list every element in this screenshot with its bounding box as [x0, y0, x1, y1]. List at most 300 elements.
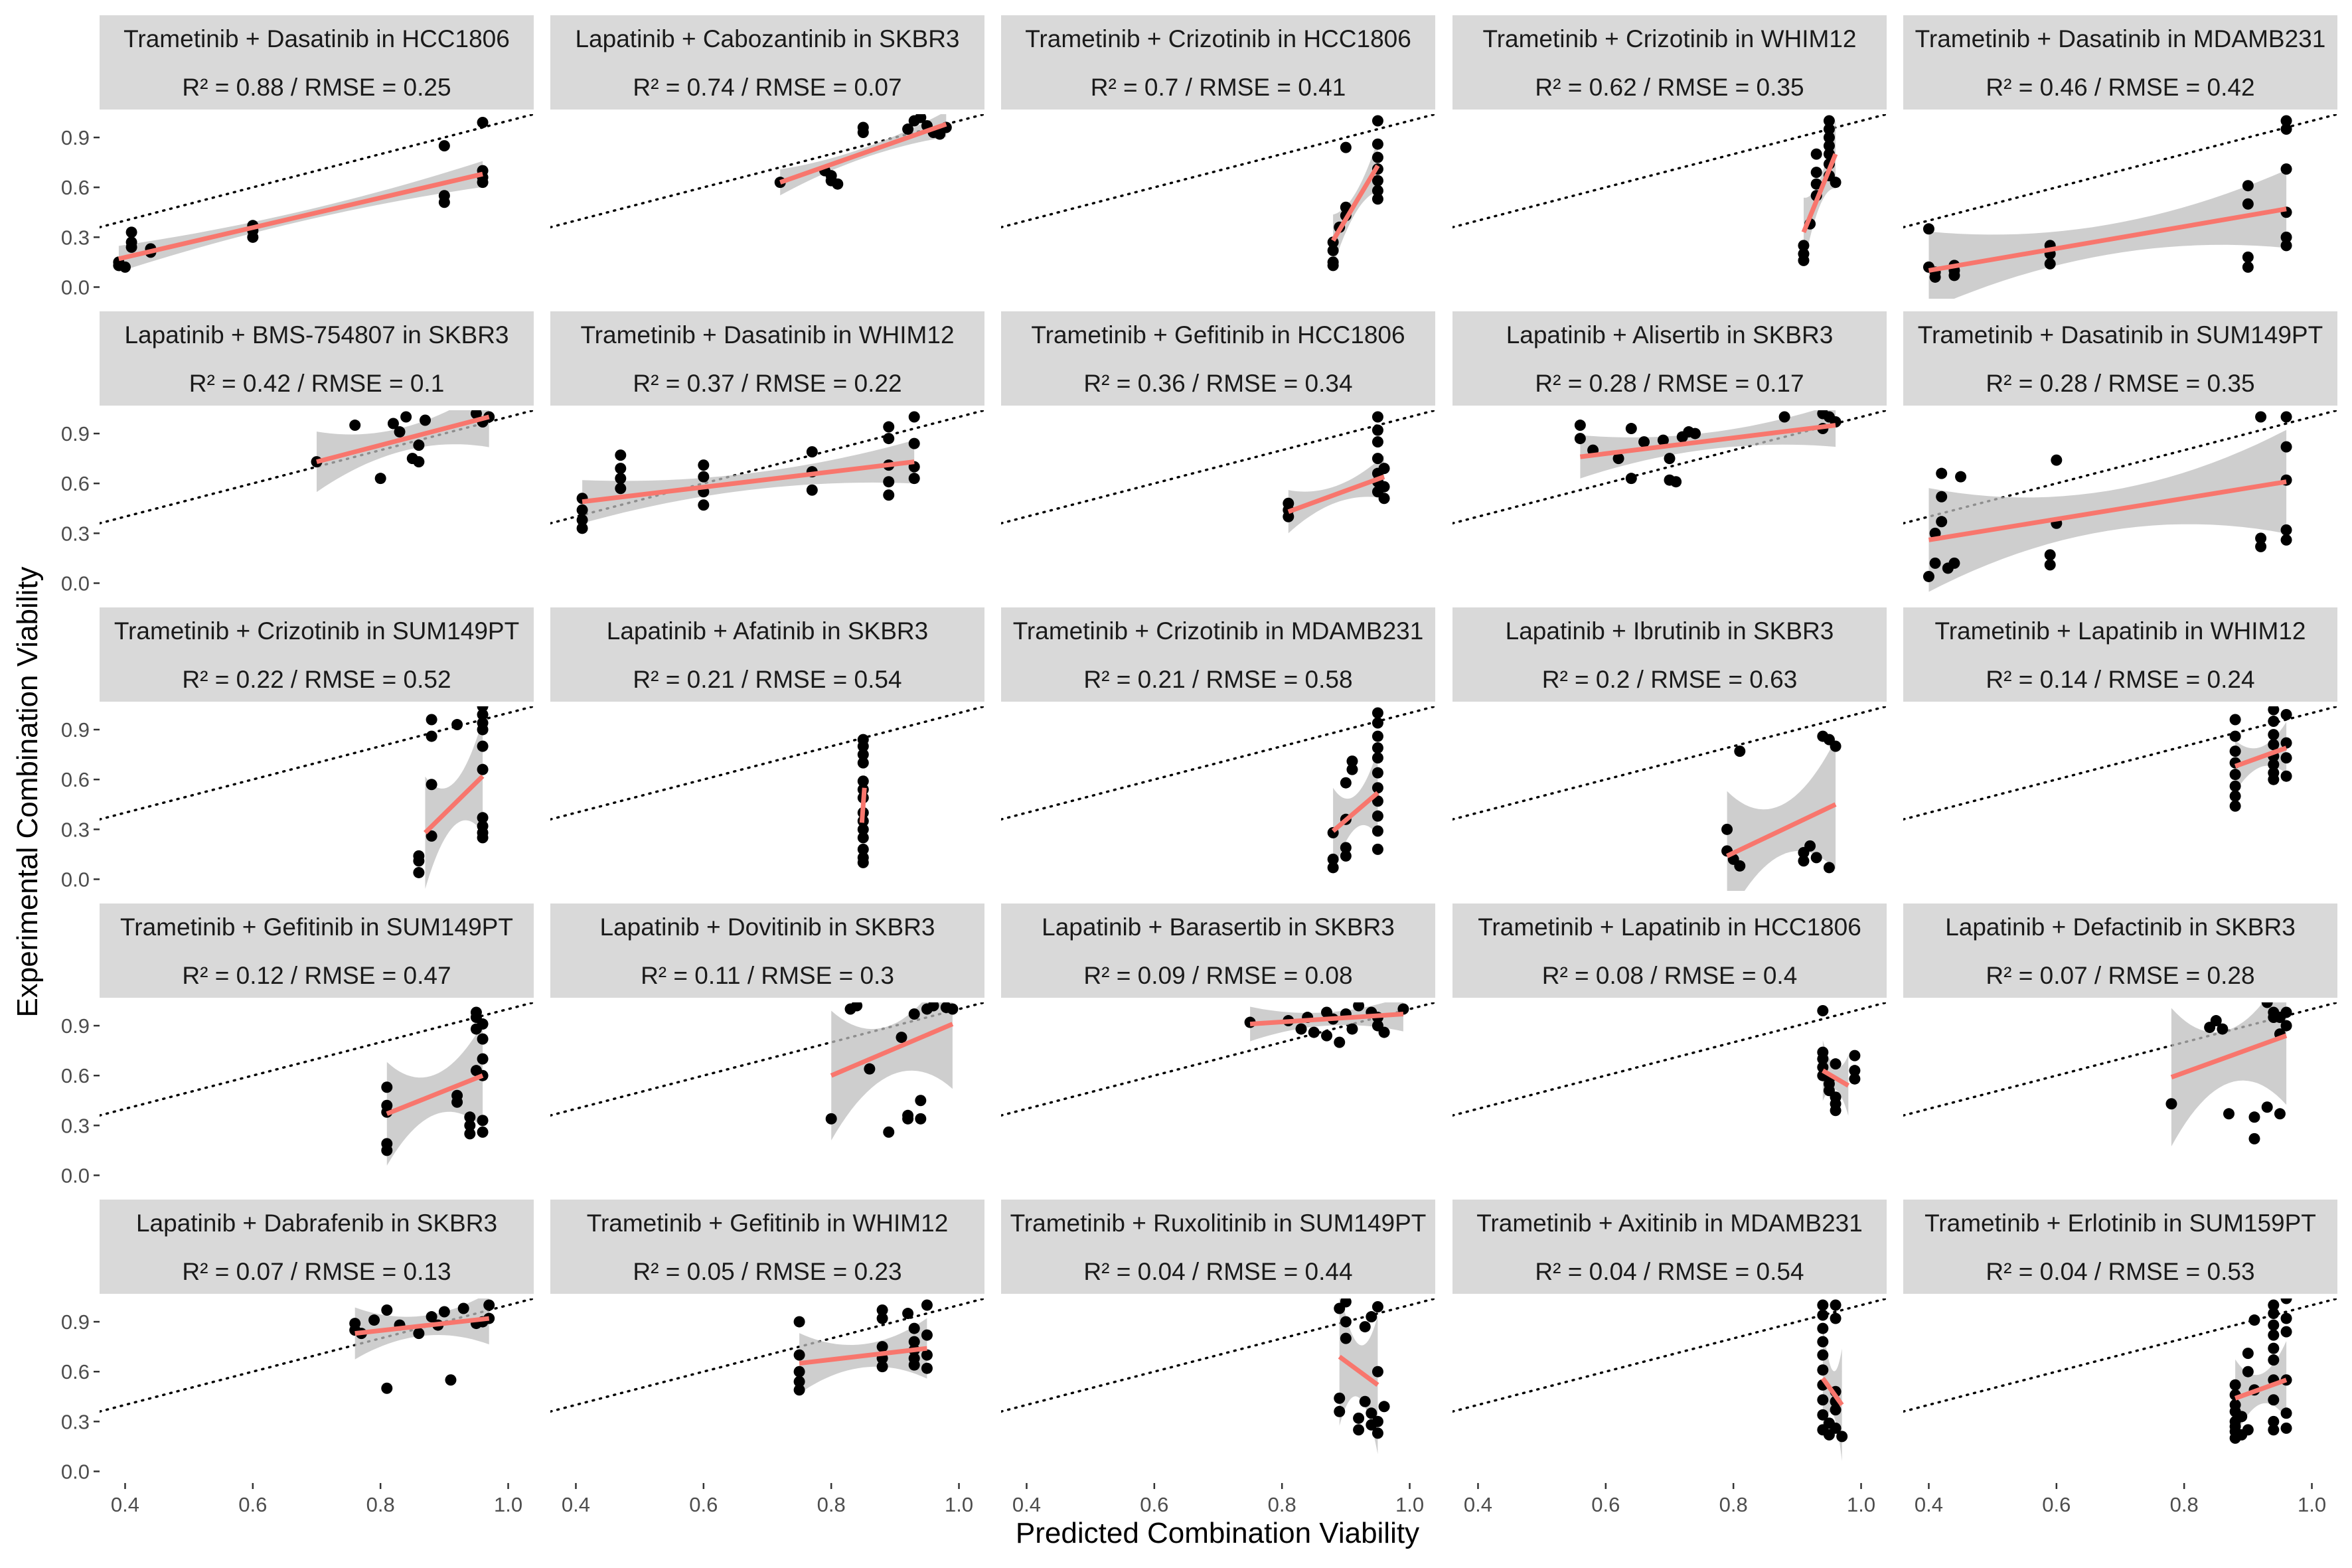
data-point	[2230, 1399, 2241, 1411]
data-point	[1372, 1416, 1383, 1427]
data-point	[1340, 777, 1352, 789]
data-point	[877, 1304, 888, 1316]
data-point	[877, 1341, 888, 1352]
data-point	[477, 117, 489, 128]
plot-area	[100, 1293, 534, 1411]
x-tick-label: 0.8	[817, 1493, 846, 1516]
data-point	[477, 1034, 489, 1045]
data-point	[807, 446, 818, 457]
x-tick-label: 0.6	[689, 1493, 718, 1516]
data-point	[1372, 844, 1383, 855]
plot-area	[1001, 114, 1435, 271]
data-point	[615, 473, 626, 484]
plot-area	[550, 112, 984, 228]
data-point	[1372, 731, 1383, 742]
data-point	[902, 1110, 913, 1121]
panel-stats: R² = 0.28 / RMSE = 0.35	[1986, 370, 2255, 397]
data-point	[2281, 1326, 2292, 1338]
data-point	[2268, 1320, 2279, 1331]
plot-area	[1903, 114, 2337, 309]
panel-title: Trametinib + Gefitinib in WHIM12	[586, 1210, 949, 1237]
data-point	[858, 857, 869, 868]
y-tick-label: 0.0	[60, 1164, 90, 1188]
plot-area	[1001, 997, 1435, 1116]
data-point	[1811, 852, 1822, 863]
data-point	[1734, 860, 1745, 872]
data-point	[2281, 1020, 2292, 1032]
data-point	[1353, 1413, 1364, 1424]
plot-area	[100, 1002, 534, 1166]
panel-title: Lapatinib + Cabozantinib in SKBR3	[575, 25, 960, 52]
data-point	[1923, 223, 1934, 234]
panel	[1452, 15, 1887, 267]
data-point	[477, 741, 489, 752]
y-tick-label: 0.9	[60, 1310, 90, 1334]
panel-title: Trametinib + Dasatinib in SUM149PT	[1917, 321, 2323, 349]
panel	[1452, 1200, 1887, 1516]
data-point	[426, 714, 437, 726]
data-point	[1811, 149, 1822, 160]
data-point	[1360, 1321, 1371, 1332]
y-tick-label: 0.0	[60, 1460, 90, 1484]
panel-stats: R² = 0.21 / RMSE = 0.58	[1083, 666, 1353, 693]
data-point	[1340, 1333, 1352, 1344]
data-point	[909, 1008, 920, 1020]
panel-title: Lapatinib + Alisertib in SKBR3	[1506, 321, 1834, 349]
panel-title: Trametinib + Crizotinib in HCC1806	[1025, 25, 1411, 52]
data-point	[1379, 1027, 1390, 1038]
data-point	[1372, 139, 1383, 150]
data-point	[1360, 1396, 1371, 1407]
panel	[61, 15, 534, 299]
data-point	[477, 1115, 489, 1126]
data-point	[2281, 123, 2292, 135]
data-point	[2281, 752, 2292, 763]
panel-title: Trametinib + Ruxolitinib in SUM149PT	[1010, 1210, 1427, 1237]
data-point	[1948, 558, 1960, 569]
panel-stats: R² = 0.12 / RMSE = 0.47	[182, 962, 451, 989]
data-point	[1626, 423, 1637, 434]
y-axis-title: Experimental Combination Viability	[11, 566, 44, 1018]
data-point	[1346, 755, 1358, 767]
panel-stats: R² = 0.7 / RMSE = 0.41	[1090, 74, 1346, 101]
panel-title: Trametinib + Gefitinib in HCC1806	[1031, 321, 1405, 349]
data-point	[921, 1300, 933, 1311]
panel-stats: R² = 0.22 / RMSE = 0.52	[182, 666, 451, 693]
y-tick-label: 0.0	[60, 868, 90, 892]
data-point	[1817, 1350, 1828, 1361]
identity-reference-line	[1001, 410, 1435, 523]
data-point	[794, 1366, 805, 1377]
data-point	[807, 485, 818, 496]
plot-area	[1452, 706, 1887, 921]
data-point	[1817, 1336, 1828, 1348]
data-point	[375, 473, 386, 484]
data-point	[864, 1063, 875, 1075]
data-point	[2262, 997, 2273, 1008]
data-point	[1334, 1393, 1345, 1404]
data-point	[2248, 1133, 2260, 1144]
data-point	[1372, 453, 1383, 464]
data-point	[2255, 412, 2266, 423]
x-tick-label: 0.6	[238, 1493, 268, 1516]
panel-title: Trametinib + Dasatinib in MDAMB231	[1915, 25, 2326, 52]
data-point	[2236, 1411, 2247, 1422]
data-point	[1721, 824, 1733, 835]
data-point	[1689, 428, 1701, 439]
data-point	[1830, 1300, 1842, 1311]
data-point	[858, 122, 869, 133]
data-point	[909, 473, 920, 484]
data-point	[2242, 262, 2254, 273]
plot-area	[550, 706, 984, 868]
data-point	[2242, 1348, 2254, 1359]
data-point	[2281, 1313, 2292, 1324]
data-point	[413, 867, 424, 878]
data-point	[1638, 436, 1650, 447]
data-point	[851, 1000, 862, 1012]
panel	[61, 1200, 534, 1516]
data-point	[349, 420, 360, 431]
panel-stats: R² = 0.42 / RMSE = 0.1	[189, 370, 445, 397]
panel	[61, 311, 534, 595]
y-tick-label: 0.9	[60, 422, 90, 446]
data-point	[2281, 163, 2292, 175]
data-point	[483, 1300, 495, 1311]
panel-stats: R² = 0.04 / RMSE = 0.44	[1083, 1258, 1353, 1285]
data-point	[1346, 1024, 1358, 1035]
panel-title: Trametinib + Crizotinib in WHIM12	[1482, 25, 1857, 52]
data-point	[2230, 801, 2241, 812]
data-point	[477, 832, 489, 843]
data-point	[1379, 1401, 1390, 1412]
data-point	[1626, 473, 1637, 484]
data-point	[1372, 782, 1383, 793]
data-point	[477, 1018, 489, 1030]
data-point	[2281, 524, 2292, 536]
data-point	[2248, 1314, 2260, 1326]
data-point	[1372, 811, 1383, 822]
data-point	[1353, 1424, 1364, 1435]
data-point	[413, 439, 424, 451]
data-point	[2230, 781, 2241, 792]
panel	[1903, 903, 2337, 1146]
panel	[1903, 607, 2337, 819]
data-point	[1372, 1301, 1383, 1312]
data-point	[858, 832, 869, 843]
panel-stats: R² = 0.88 / RMSE = 0.25	[182, 74, 451, 101]
data-point	[615, 449, 626, 461]
data-point	[1372, 752, 1383, 763]
panel-title: Trametinib + Lapatinib in HCC1806	[1478, 913, 1861, 941]
panel-title: Lapatinib + Barasertib in SKBR3	[1042, 913, 1395, 941]
data-point	[126, 226, 137, 238]
data-point	[2217, 1024, 2228, 1035]
panel-title: Trametinib + Gefitinib in SUM149PT	[120, 913, 513, 941]
panel-title: Lapatinib + Ibrutinib in SKBR3	[1505, 617, 1834, 645]
data-point	[2281, 1293, 2292, 1304]
data-point	[883, 1127, 894, 1138]
data-point	[794, 1316, 805, 1328]
data-point	[2165, 1098, 2177, 1109]
y-tick-label: 0.9	[60, 718, 90, 742]
y-tick-label: 0.3	[60, 226, 90, 250]
panel-stats: R² = 0.07 / RMSE = 0.28	[1986, 962, 2255, 989]
panel-title: Trametinib + Crizotinib in MDAMB231	[1012, 617, 1424, 645]
panel-stats: R² = 0.46 / RMSE = 0.42	[1986, 74, 2255, 101]
data-point	[1817, 1300, 1828, 1311]
plot-area	[1903, 1293, 2337, 1444]
data-point	[2281, 1423, 2292, 1434]
x-tick-label: 1.0	[944, 1493, 974, 1516]
regression-line	[1804, 154, 1836, 232]
plot-area	[550, 410, 984, 534]
data-point	[381, 1304, 392, 1316]
data-point	[1372, 436, 1383, 447]
data-point	[1779, 412, 1790, 423]
data-point	[119, 262, 131, 273]
plot-area	[1001, 410, 1435, 533]
data-point	[1328, 256, 1339, 268]
data-point	[2230, 1379, 2241, 1391]
data-point	[451, 719, 463, 730]
data-point	[1664, 453, 1676, 464]
panel	[1001, 311, 1435, 533]
plot-area	[1903, 704, 2337, 820]
data-point	[464, 1128, 475, 1139]
data-point	[1308, 1027, 1320, 1038]
data-point	[1366, 1311, 1377, 1322]
x-tick-label: 0.6	[1591, 1493, 1620, 1516]
panel	[550, 15, 984, 227]
data-point	[1372, 1427, 1383, 1439]
panel-title: Trametinib + Axitinib in MDAMB231	[1476, 1210, 1863, 1237]
data-point	[1372, 116, 1383, 127]
data-point	[1830, 1058, 1842, 1069]
data-point	[2045, 549, 2056, 560]
regression-line	[119, 174, 483, 259]
panel	[1001, 15, 1435, 271]
data-point	[915, 1113, 926, 1125]
y-tick-label: 0.6	[60, 768, 90, 792]
data-point	[1372, 152, 1383, 163]
data-point	[1283, 498, 1294, 509]
panel-stats: R² = 0.09 / RMSE = 0.08	[1083, 962, 1353, 989]
x-tick-label: 0.4	[561, 1493, 591, 1516]
data-point	[1372, 718, 1383, 729]
panel-stats: R² = 0.04 / RMSE = 0.53	[1986, 1258, 2255, 1285]
data-point	[832, 179, 843, 190]
panel-grid	[61, 15, 2337, 1516]
data-point	[1936, 516, 1947, 527]
y-tick-label: 0.6	[60, 176, 90, 200]
data-point	[1670, 476, 1682, 487]
data-point	[1836, 1431, 1847, 1442]
data-point	[1798, 240, 1809, 251]
data-point	[883, 476, 894, 487]
data-point	[2230, 791, 2241, 802]
data-point	[477, 764, 489, 775]
regression-line	[1333, 166, 1377, 241]
panel	[550, 1200, 984, 1516]
data-point	[928, 1000, 939, 1012]
data-point	[2230, 714, 2241, 726]
data-point	[1334, 1406, 1345, 1417]
plot-area	[1452, 404, 1887, 523]
data-point	[1334, 1037, 1345, 1048]
data-point	[1948, 270, 1960, 281]
data-point	[2268, 1330, 2279, 1341]
panel-title: Lapatinib + Dovitinib in SKBR3	[599, 913, 935, 941]
x-tick-label: 0.8	[2169, 1493, 2199, 1516]
data-point	[2242, 1366, 2254, 1377]
y-tick-label: 0.0	[60, 275, 90, 299]
data-point	[1824, 862, 1835, 873]
x-tick-label: 0.8	[1267, 1493, 1296, 1516]
plot-area	[1452, 1298, 1887, 1461]
panel	[1001, 903, 1435, 1115]
data-point	[1372, 825, 1383, 836]
panel-title: Trametinib + Crizotinib in SUM149PT	[114, 617, 520, 645]
data-point	[883, 433, 894, 444]
data-point	[577, 505, 588, 516]
y-tick-label: 0.6	[60, 1360, 90, 1384]
data-point	[2268, 1343, 2279, 1354]
data-point	[1372, 1366, 1383, 1377]
data-point	[1830, 1313, 1842, 1324]
data-point	[1340, 1316, 1352, 1328]
data-point	[477, 1127, 489, 1138]
data-point	[381, 1383, 392, 1394]
panel	[1452, 311, 1887, 523]
data-point	[368, 1314, 380, 1326]
y-tick-label: 0.6	[60, 1064, 90, 1088]
y-tick-label: 0.3	[60, 1410, 90, 1434]
data-point	[2281, 534, 2292, 546]
data-point	[381, 1081, 392, 1093]
data-point	[1372, 742, 1383, 753]
data-point	[2268, 1354, 2279, 1366]
data-point	[1830, 1404, 1842, 1415]
data-point	[426, 779, 437, 790]
x-tick-label: 0.4	[1463, 1493, 1493, 1516]
data-point	[2242, 180, 2254, 191]
x-tick-label: 1.0	[1846, 1493, 1876, 1516]
y-tick-label: 0.3	[60, 818, 90, 842]
data-point	[1734, 745, 1745, 757]
panel	[1452, 607, 1887, 921]
plot-area	[1001, 706, 1435, 874]
data-point	[2051, 455, 2062, 466]
data-point	[1372, 193, 1383, 204]
panel-stats: R² = 0.07 / RMSE = 0.13	[182, 1258, 451, 1285]
data-point	[1817, 1323, 1828, 1334]
data-point	[921, 1330, 933, 1341]
panel-stats: R² = 0.37 / RMSE = 0.22	[633, 370, 902, 397]
regression-line	[862, 788, 864, 823]
data-point	[2242, 252, 2254, 263]
data-point	[2268, 1308, 2279, 1319]
data-point	[413, 456, 424, 467]
panel-title: Trametinib + Dasatinib in WHIM12	[580, 321, 955, 349]
plot-area	[550, 1298, 984, 1411]
panel-title: Trametinib + Lapatinib in WHIM12	[1934, 617, 2306, 645]
data-point	[1372, 708, 1383, 719]
panel-title: Lapatinib + Defactinib in SKBR3	[1945, 913, 2296, 941]
x-tick-label: 0.4	[1012, 1493, 1042, 1516]
data-point	[1575, 433, 1586, 444]
panel-stats: R² = 0.14 / RMSE = 0.24	[1986, 666, 2255, 693]
data-point	[381, 1138, 392, 1149]
panel-stats: R² = 0.21 / RMSE = 0.54	[633, 666, 902, 693]
data-point	[1849, 1050, 1860, 1061]
data-point	[445, 1374, 456, 1385]
data-point	[2281, 1407, 2292, 1419]
x-tick-label: 1.0	[1395, 1493, 1425, 1516]
data-point	[1321, 1030, 1332, 1042]
data-point	[2230, 745, 2241, 757]
data-point	[394, 426, 406, 437]
data-point	[426, 731, 437, 742]
data-point	[413, 850, 424, 862]
data-point	[458, 1303, 469, 1314]
data-point	[1811, 167, 1822, 178]
data-point	[794, 1350, 805, 1361]
data-point	[1340, 142, 1352, 153]
data-point	[2230, 731, 2241, 742]
panel-title: Lapatinib + BMS-754807 in SKBR3	[124, 321, 509, 349]
data-point	[1830, 741, 1842, 752]
data-point	[1804, 840, 1816, 852]
data-point	[1353, 1000, 1364, 1012]
x-tick-label: 0.6	[1140, 1493, 1169, 1516]
data-point	[1930, 558, 1941, 569]
data-point	[477, 177, 489, 188]
y-tick-label: 0.9	[60, 126, 90, 150]
data-point	[2268, 774, 2279, 785]
data-point	[909, 412, 920, 423]
x-tick-label: 1.0	[2297, 1493, 2327, 1516]
data-point	[413, 1328, 424, 1339]
panel	[1001, 607, 1435, 874]
x-tick-label: 1.0	[493, 1493, 523, 1516]
data-point	[2281, 441, 2292, 453]
x-tick-label: 0.8	[366, 1493, 395, 1516]
panel	[1452, 903, 1887, 1116]
panel-stats: R² = 0.2 / RMSE = 0.63	[1541, 666, 1798, 693]
data-point	[915, 1095, 926, 1106]
plot-area	[1903, 410, 2337, 592]
data-point	[1575, 420, 1586, 431]
data-point	[909, 1360, 920, 1371]
plot-area	[1452, 114, 1887, 267]
data-point	[1817, 1310, 1828, 1321]
panel	[61, 607, 534, 891]
panel-title: Lapatinib + Dabrafenib in SKBR3	[135, 1210, 498, 1237]
data-point	[2255, 541, 2266, 552]
data-point	[477, 1054, 489, 1065]
data-point	[1372, 767, 1383, 779]
data-point	[858, 757, 869, 769]
plot-area	[100, 114, 534, 273]
data-point	[902, 1308, 913, 1319]
x-axis-title: Predicted Combination Viability	[1015, 1517, 1420, 1549]
panel-stats: R² = 0.05 / RMSE = 0.23	[633, 1258, 902, 1285]
plot-area	[1452, 1002, 1887, 1116]
data-point	[439, 140, 450, 151]
data-point	[2268, 739, 2279, 750]
data-point	[1328, 854, 1339, 865]
